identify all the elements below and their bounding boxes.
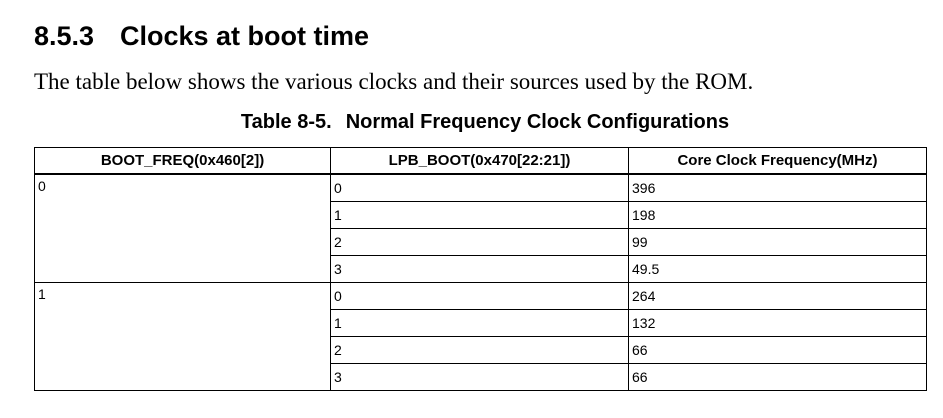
core-clock-cell: 198: [629, 202, 927, 229]
lpb-boot-cell: 2: [331, 337, 629, 364]
table-caption-label: Table 8-5.: [240, 111, 332, 133]
header-boot-freq: BOOT_FREQ(0x460[2]): [35, 148, 331, 175]
header-lpb-boot: LPB_BOOT(0x470[22:21]): [331, 148, 629, 175]
lpb-boot-cell: 1: [331, 310, 629, 337]
core-clock-cell: 66: [629, 337, 927, 364]
core-clock-cell: 264: [629, 283, 927, 310]
clock-config-table: [34, 147, 927, 391]
table-header-row: [35, 148, 927, 175]
table-caption-title: Normal Frequency Clock Configurations: [345, 111, 730, 133]
lpb-boot-cell: 3: [331, 364, 629, 391]
boot-freq-cell: 1: [35, 283, 331, 391]
lpb-boot-cell: 3: [331, 256, 629, 283]
core-clock-cell: 132: [629, 310, 927, 337]
lpb-boot-cell: 0: [331, 283, 629, 310]
core-clock-cell: 49.5: [629, 256, 927, 283]
section-heading: [34, 18, 369, 54]
intro-paragraph: The table below shows the various clocks and their sources used by the ROM.: [34, 69, 754, 94]
table-caption: [0, 108, 943, 136]
header-core-clock: Core Clock Frequency(MHz): [629, 148, 927, 175]
core-clock-cell: 66: [629, 364, 927, 391]
lpb-boot-cell: 1: [331, 202, 629, 229]
table-row: [35, 283, 927, 310]
table-row: [35, 174, 927, 202]
section-title: Clocks at boot time: [120, 21, 370, 51]
lpb-boot-cell: 0: [331, 174, 629, 202]
boot-freq-cell: 0: [35, 174, 331, 283]
core-clock-cell: 99: [629, 229, 927, 256]
lpb-boot-cell: 2: [331, 229, 629, 256]
section-number: 8.5.3: [34, 21, 95, 51]
core-clock-cell: 396: [629, 174, 927, 202]
